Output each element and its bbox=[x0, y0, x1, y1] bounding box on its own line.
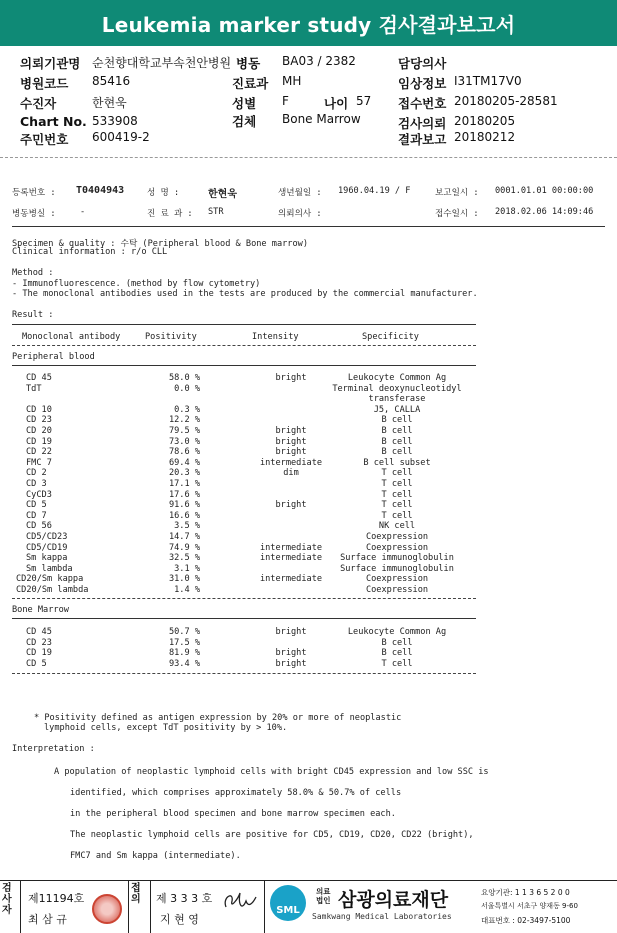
bm-row bbox=[12, 627, 482, 638]
pb-antibody: CyCD3 bbox=[26, 489, 52, 500]
pb-specificity: T cell bbox=[381, 489, 413, 500]
reg-value: T0404943 bbox=[76, 185, 125, 196]
pb-positivity: 17.1 % bbox=[168, 479, 200, 489]
pb-antibody: CD 56 bbox=[26, 521, 52, 532]
pb-row bbox=[12, 511, 482, 522]
pb-antibody: Sm lambda bbox=[26, 563, 73, 574]
pb-specificity: NK cell bbox=[378, 521, 416, 532]
examiner-license: 제11194호 bbox=[28, 892, 85, 905]
pb-intensity: bright bbox=[275, 447, 307, 458]
pb-positivity: 69.4 % bbox=[168, 457, 200, 468]
pb-row bbox=[12, 553, 482, 564]
received-value: 2018.02.06 14:09:46 bbox=[495, 207, 594, 217]
chart-value: 533908 bbox=[92, 114, 138, 128]
dept-label: 진료과 bbox=[232, 76, 269, 91]
received-label: 접수일시 : bbox=[435, 209, 479, 219]
col-intensity: Intensity bbox=[252, 332, 299, 342]
pb-antibody: CD5/CD23 bbox=[26, 532, 68, 542]
bm-specificity: B cell bbox=[381, 648, 413, 659]
bm-positivity: 93.4 % bbox=[168, 658, 200, 669]
ward-value: BA03 / 2382 bbox=[282, 54, 356, 68]
age-value: 57 bbox=[356, 94, 372, 108]
report-footer bbox=[0, 880, 617, 933]
pb-row bbox=[12, 415, 482, 426]
bm-intensity: bright bbox=[275, 627, 307, 637]
name-value: 한현욱 bbox=[208, 189, 237, 200]
method-title: Method : bbox=[12, 268, 54, 278]
doctor-label: 담당의사 bbox=[398, 56, 447, 71]
pb-specificity: B cell subset bbox=[363, 457, 431, 468]
pb-antibody: CD20/Sm kappa bbox=[16, 574, 84, 585]
id-label: 주민번호 bbox=[20, 132, 69, 147]
sex-label: 성별 bbox=[232, 96, 257, 111]
pb-row bbox=[12, 437, 482, 448]
pb-antibody: CD 19 bbox=[26, 436, 52, 447]
code-value: 85416 bbox=[92, 74, 131, 88]
pb-positivity: 14.7 % bbox=[168, 532, 200, 542]
pb-antibody: CD 45 bbox=[26, 373, 52, 383]
pb-positivity: 12.2 % bbox=[168, 415, 200, 426]
dept-value: MH bbox=[282, 74, 302, 88]
pb-specificity: transferase bbox=[368, 394, 426, 405]
bm-antibody: CD 23 bbox=[26, 637, 52, 648]
pb-specificity: Surface immunoglobulin bbox=[340, 553, 454, 564]
bm-antibody: CD 45 bbox=[26, 627, 52, 637]
pb-antibody: CD20/Sm lambda bbox=[16, 585, 89, 595]
pb-positivity: 0.3 % bbox=[174, 404, 200, 415]
bm-row bbox=[12, 648, 482, 659]
pb-antibody: FMC 7 bbox=[26, 457, 52, 468]
specimen-value: Bone Marrow bbox=[282, 112, 361, 126]
pb-positivity: 17.6 % bbox=[168, 489, 200, 500]
id-value: 600419-2 bbox=[92, 130, 150, 144]
pb-antibody: CD 7 bbox=[26, 510, 47, 521]
pb-intensity: intermediate bbox=[259, 553, 323, 564]
pb-end-rule bbox=[12, 598, 476, 599]
pb-rule bbox=[12, 365, 476, 366]
dob-value: 1960.04.19 / F bbox=[338, 186, 411, 196]
pb-row bbox=[12, 373, 482, 384]
pb-specificity: T cell bbox=[381, 468, 413, 479]
pb-specificity: T cell bbox=[381, 510, 413, 521]
pb-row bbox=[12, 585, 482, 596]
chart-label: Chart No. bbox=[20, 114, 87, 129]
pb-antibody: CD 2 bbox=[26, 468, 47, 479]
bm-intensity: bright bbox=[275, 648, 307, 659]
bm-antibody: CD 5 bbox=[26, 658, 47, 669]
col-positivity: Positivity bbox=[145, 332, 197, 342]
pb-row bbox=[12, 405, 482, 416]
bm-row bbox=[12, 659, 482, 670]
report-title: Leukemia marker study 검사결과보고서 bbox=[101, 12, 516, 37]
request-label: 검사의뢰 bbox=[398, 116, 447, 131]
pb-row bbox=[12, 532, 482, 543]
pb-specificity: J5, CALLA bbox=[373, 404, 421, 415]
bm-specificity: Leukocyte Common Ag bbox=[347, 627, 447, 637]
pb-row bbox=[12, 564, 482, 575]
org-info-2: 서울특별시 서초구 양재동 9-60 bbox=[481, 902, 578, 910]
pb-antibody: CD 20 bbox=[26, 426, 52, 436]
bm-positivity: 17.5 % bbox=[168, 637, 200, 648]
bm-specificity: B cell bbox=[381, 637, 413, 648]
pb-positivity: 78.6 % bbox=[168, 447, 200, 458]
pb-intensity: bright bbox=[275, 373, 307, 383]
dob-label: 생년월일 : bbox=[278, 188, 322, 198]
pb-row bbox=[12, 479, 482, 490]
pb-positivity: 1.4 % bbox=[174, 585, 200, 595]
bm-title: Bone Marrow bbox=[12, 605, 69, 615]
pb-antibody: CD 10 bbox=[26, 404, 52, 415]
clinical-line: Clinical information : r/o CLL bbox=[12, 247, 168, 257]
sub-dept-label: 진 료 과 : bbox=[147, 209, 193, 219]
pb-specificity: T cell bbox=[381, 479, 413, 489]
interp-line-4: The neoplastic lymphoid cells are positive for CD5, CD19, CD20, CD22 (bright), bbox=[70, 830, 474, 840]
ref-doctor-label: 의뢰의사 : bbox=[278, 209, 322, 219]
clinical-value: I31TM17V0 bbox=[454, 74, 522, 88]
pb-positivity: 3.1 % bbox=[174, 563, 200, 574]
pb-positivity: 74.9 % bbox=[168, 542, 200, 553]
request-value: 20180205 bbox=[454, 114, 516, 128]
bm-positivity: 50.7 % bbox=[168, 627, 200, 637]
bm-row bbox=[12, 638, 482, 649]
code-label: 병원코드 bbox=[20, 76, 69, 91]
examiner-name: 최 삼 규 bbox=[28, 913, 67, 926]
pb-specificity: Coexpression bbox=[365, 542, 429, 553]
pb-row bbox=[12, 447, 482, 458]
room-label: 병동병실 : bbox=[12, 209, 56, 219]
pb-intensity: intermediate bbox=[259, 574, 323, 585]
ward-label: 병동 bbox=[236, 56, 261, 71]
hospital-value: 순천향대학교부속천안병원 bbox=[92, 56, 232, 70]
pb-row bbox=[12, 468, 482, 479]
sex-value: F bbox=[282, 94, 289, 108]
method-line-2: - The monoclonal antibodies used in the tests are produced by the commercial manufacturer. bbox=[12, 289, 478, 299]
pb-specificity: B cell bbox=[381, 447, 413, 458]
pb-row bbox=[12, 394, 482, 405]
pb-row bbox=[12, 384, 482, 395]
report-date-label: 결과보고 bbox=[398, 132, 447, 147]
pb-row bbox=[12, 458, 482, 469]
pb-row bbox=[12, 500, 482, 511]
org-info-3: 대표번호 : 02-3497-5100 bbox=[481, 916, 571, 925]
pb-intensity: bright bbox=[275, 436, 307, 447]
interpretation-title: Interpretation : bbox=[12, 744, 95, 754]
signature-icon bbox=[220, 887, 260, 917]
pb-positivity: 0.0 % bbox=[174, 383, 200, 394]
report-time-value: 0001.01.01 00:00:00 bbox=[495, 186, 594, 196]
pb-intensity: intermediate bbox=[259, 457, 323, 468]
receipt-value: 20180205-28581 bbox=[454, 94, 558, 108]
pb-positivity: 73.0 % bbox=[168, 436, 200, 447]
bm-specificity: T cell bbox=[381, 658, 413, 669]
examiner-seal bbox=[92, 894, 122, 924]
pb-positivity: 3.5 % bbox=[174, 521, 200, 532]
pb-title: Peripheral blood bbox=[12, 352, 95, 362]
pb-specificity: Coexpression bbox=[365, 585, 429, 595]
header-separator bbox=[0, 157, 617, 158]
interp-line-3: in the peripheral blood specimen and bone marrow specimen each. bbox=[70, 809, 396, 819]
col-antibody: Monoclonal antibody bbox=[22, 332, 121, 342]
pb-antibody: CD 3 bbox=[26, 479, 47, 489]
specimen-line: Specimen & quality : 수탁 (Peripheral blood & Bone marrow) bbox=[12, 239, 308, 249]
reporter-label: 접의 bbox=[131, 883, 141, 905]
report-header bbox=[0, 46, 617, 156]
pb-intensity: intermediate bbox=[259, 542, 323, 553]
pb-row bbox=[12, 426, 482, 437]
specimen-label: 검체 bbox=[232, 114, 257, 129]
col-specificity: Specificity bbox=[362, 332, 419, 342]
pb-antibody: TdT bbox=[26, 383, 42, 394]
bm-end-rule bbox=[12, 673, 476, 674]
receipt-label: 접수번호 bbox=[398, 96, 447, 111]
pb-antibody: CD 23 bbox=[26, 415, 52, 426]
hospital-label: 의뢰기관명 bbox=[20, 56, 81, 71]
pb-row bbox=[12, 574, 482, 585]
header-rule bbox=[12, 345, 476, 346]
pb-specificity: Leukocyte Common Ag bbox=[347, 373, 447, 383]
pb-specificity: B cell bbox=[381, 415, 413, 426]
pb-row bbox=[12, 521, 482, 532]
name-label: 성 명 : bbox=[147, 188, 180, 198]
bm-positivity: 81.9 % bbox=[168, 648, 200, 659]
interp-line-5: FMC7 and Sm kappa (intermediate). bbox=[70, 851, 241, 861]
method-line-1: - Immunofluorescence. (method by flow cytometry) bbox=[12, 279, 261, 289]
report-banner bbox=[0, 0, 617, 46]
table-top-rule bbox=[12, 324, 476, 325]
reporter-license: 제 3 3 3 호 bbox=[156, 892, 213, 905]
reg-label: 등록번호 : bbox=[12, 188, 56, 198]
bm-intensity: bright bbox=[275, 658, 307, 669]
result-title: Result : bbox=[12, 310, 54, 320]
clinical-label: 임상정보 bbox=[398, 76, 447, 91]
org-name-en: Samkwang Medical Laboratories bbox=[312, 912, 452, 921]
pb-intensity: bright bbox=[275, 426, 307, 436]
pb-antibody: CD 22 bbox=[26, 447, 52, 458]
bm-antibody: CD 19 bbox=[26, 648, 52, 659]
pb-row bbox=[12, 543, 482, 554]
org-name: 삼광의료재단 bbox=[338, 889, 449, 911]
sml-logo-icon: SML bbox=[270, 885, 306, 921]
age-label: 나이 bbox=[324, 96, 349, 111]
org-prefix: 의료 법인 bbox=[316, 887, 331, 905]
sub-dept-value: STR bbox=[208, 207, 224, 217]
pb-positivity: 32.5 % bbox=[168, 553, 200, 564]
pb-specificity: T cell bbox=[381, 500, 413, 511]
pb-positivity: 20.3 % bbox=[168, 468, 200, 479]
reporter-name: 지 현 영 bbox=[160, 913, 199, 926]
pb-row bbox=[12, 490, 482, 501]
report-time-label: 보고일시 : bbox=[435, 188, 479, 198]
patient-label: 수진자 bbox=[20, 96, 57, 111]
pb-specificity: B cell bbox=[381, 436, 413, 447]
examiner-label: 검사자 bbox=[2, 883, 12, 916]
pb-antibody: CD5/CD19 bbox=[26, 542, 68, 553]
patient-value: 한현욱 bbox=[92, 96, 127, 110]
pb-specificity: Coexpression bbox=[365, 532, 429, 542]
pb-antibody: CD 5 bbox=[26, 500, 47, 511]
pb-positivity: 91.6 % bbox=[168, 500, 200, 511]
pb-intensity: dim bbox=[283, 468, 299, 479]
sub-rule bbox=[12, 226, 605, 227]
pb-specificity: Coexpression bbox=[365, 574, 429, 585]
pb-positivity: 16.6 % bbox=[168, 510, 200, 521]
pb-specificity: Terminal deoxynucleotidyl bbox=[332, 383, 462, 394]
org-info-1: 요양기관: 1 1 3 6 5 2 0 0 bbox=[481, 888, 570, 897]
pb-intensity: bright bbox=[275, 500, 307, 511]
interp-line-1: A population of neoplastic lymphoid cells with bright CD45 expression and low SSC is bbox=[54, 767, 489, 777]
interp-line-2: identified, which comprises approximately 58.0% & 50.7% of cells bbox=[70, 788, 402, 798]
pb-positivity: 31.0 % bbox=[168, 574, 200, 585]
note-line-1: * Positivity defined as antigen expression by 20% or more of neoplastic bbox=[34, 713, 402, 723]
bm-rule bbox=[12, 618, 476, 619]
pb-positivity: 79.5 % bbox=[168, 426, 200, 436]
pb-specificity: Surface immunoglobulin bbox=[340, 563, 454, 574]
room-value: - bbox=[80, 207, 86, 217]
note-line-2: lymphoid cells, except TdT positivity by > 10%. bbox=[44, 723, 288, 733]
pb-specificity: B cell bbox=[381, 426, 413, 436]
pb-antibody: Sm kappa bbox=[26, 553, 68, 564]
report-date-value: 20180212 bbox=[454, 130, 516, 144]
pb-positivity: 58.0 % bbox=[168, 373, 200, 383]
